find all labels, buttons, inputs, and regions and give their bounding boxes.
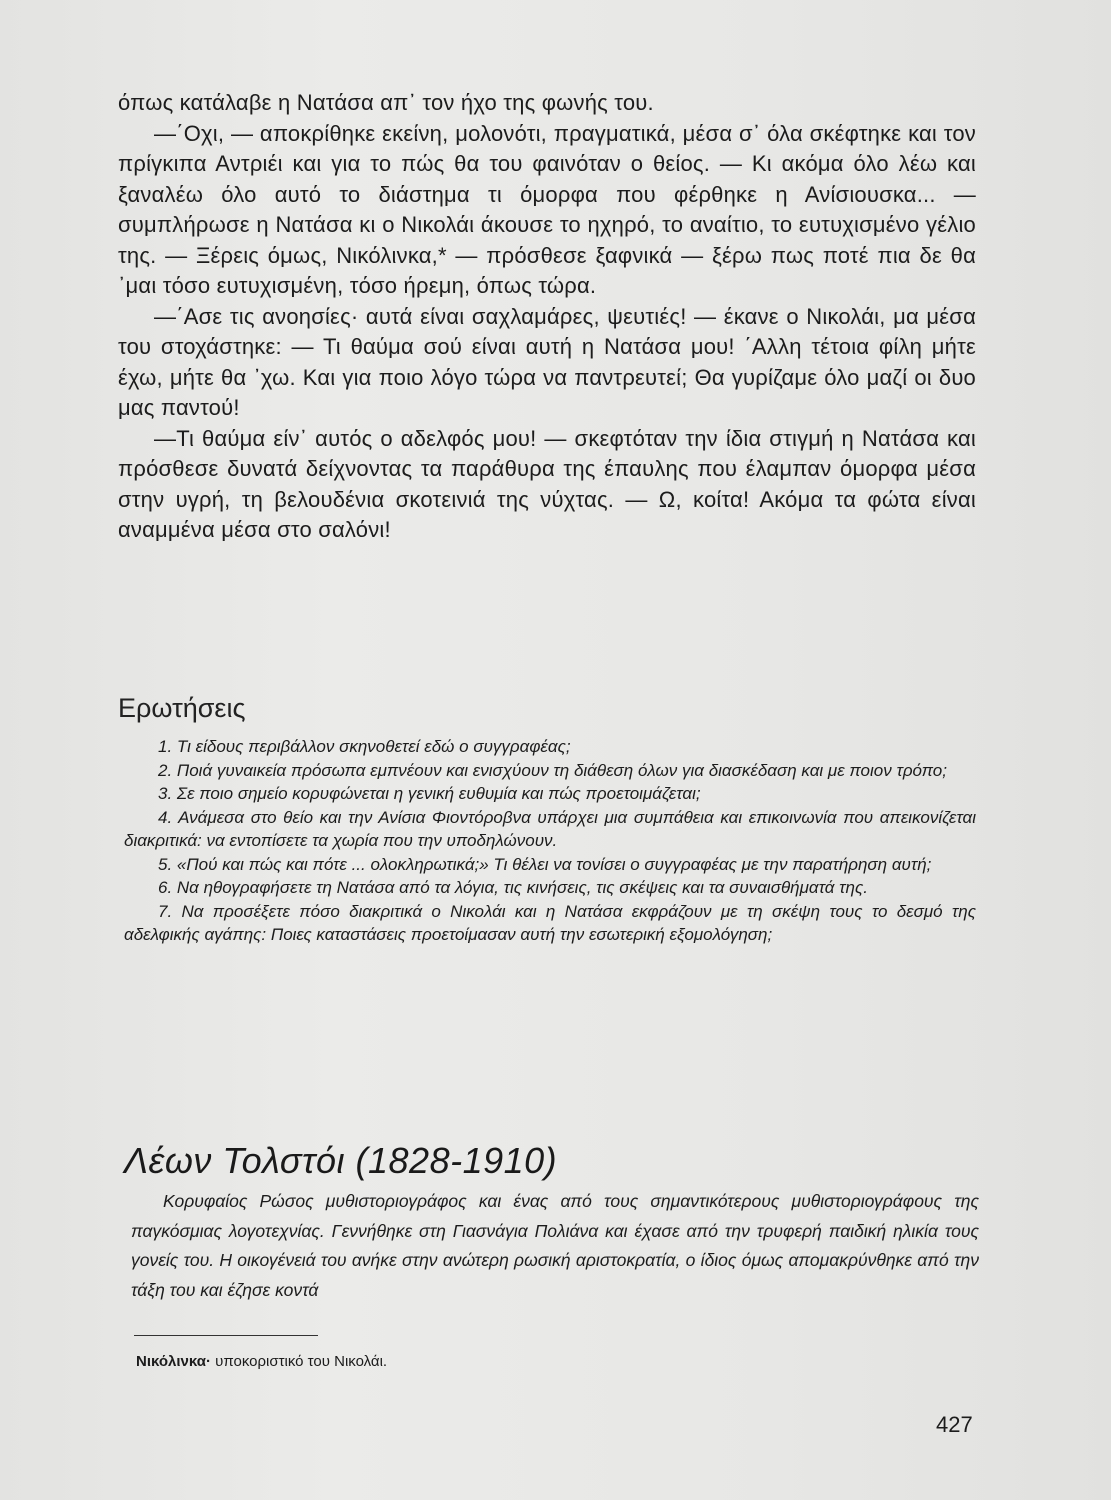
footnote-definition: υποκοριστικό του Νικολάι. — [210, 1353, 388, 1370]
question-item: 1. Τι είδους περιβάλλον σκηνοθετεί εδώ ο συγγραφέας; — [158, 737, 571, 756]
page-number: 427 — [936, 1412, 973, 1437]
footnote-divider — [134, 1335, 318, 1336]
footnote-term: Νικόλινκα· — [136, 1353, 211, 1370]
questions-heading: Ερωτήσεις — [118, 693, 246, 723]
question-item: 5. «Πού και πώς και πότε ... ολοκληρωτικά;» Τι θέλει να τονίσει ο συγγραφέας με την παρατήρηση αυτή; — [158, 854, 932, 874]
question-item: 2. Ποιά γυναικεία πρόσωπα εμπνέουν και ενισχύουν τη διάθεση όλων για διασκέδαση και με ποιον τρόπο; — [158, 760, 947, 780]
paragraph: —΄Οχι, — αποκρίθηκε εκείνη, μολονότι, πραγματικά, μέσα σ᾽ όλα σκέφτηκε και τον πρίγκιπα Αντριέι και για το πώς θα του φαινόταν ο θείος. — Κι ακόμα όλο λέω και ξαναλέω όλο αυτό το διάστημα τι όμορφα που φέρθηκε η Ανίσιουσκα... — συμπλήρωσε η Νατάσα κι ο Νικολάι άκουσε το ηχηρό, το αναίτιο, το ευτυχισμένο γέλιο της. — Ξέρεις όμως, Νικόλινκα,* — πρόσθεσε ξαφνικά — ξέρω πως ποτέ πια δε θα ᾽μαι τόσο ευτυχισμένη, τόσο ήρεμη, όπως τώρα. — [118, 120, 976, 298]
question-item: 7. Να προσέξετε πόσο διακριτικά ο Νικολάι και η Νατάσα εκφράζουν με τη σκέψη τους το δεσμό της αδελφικής αγάπης: Ποιες καταστάσεις προετοίμασαν αυτή την εσωτερική εξομολόγηση; — [124, 901, 976, 944]
author-title: Λέων Τολστόι (1828-1910) — [124, 1140, 558, 1181]
narrative-text — [118, 88, 976, 546]
question-item: 6. Να ηθογραφήσετε τη Νατάσα από τα λόγια, τις κινήσεις, τις σκέψεις και τα συναισθήματά της. — [158, 878, 868, 897]
paragraph: —΄Ασε τις ανοησίες· αυτά είναι σαχλαμάρες, ψευτιές! — έκανε ο Νικολάι, μα μέσα του στοχάστηκε: — Τι θαύμα σού είναι αυτή η Νατάσα μου! ΄Αλλη τέτοια φίλη μήτε έχω, μήτε θα ᾽χω. Και για ποιο λόγο τώρα να παντρευτεί; Θα γυρίζαμε όλο μαζί οι δυο μας παντού! — [118, 303, 976, 420]
footnote — [136, 1353, 387, 1370]
paragraph: όπως κατάλαβε η Νατάσα απ᾽ τον ήχο της φωνής του. — [118, 90, 654, 115]
paragraph: —Τι θαύμα είν᾽ αυτός ο αδελφός μου! — σκεφτόταν την ίδια στιγμή η Νατάσα και πρόσθεσε δυνατά δείχνοντας τα παράθυρα της έπαυλης που έλαμπαν όμορφα μέσα στην υγρή, τη βελουδένια σκοτεινιά της νύχτας. — Ω, κοίτα! Ακόμα τα φώτα είναι αναμμένα μέσα στο σαλόνι! — [118, 425, 976, 542]
author-bio: Κορυφαίος Ρώσος μυθιστοριογράφος και ένας από τους σημαντικότερους μυθιστοριογράφους της παγκόσμιας λογοτεχνίας. Γεννήθηκε στη Γιασνάγια Πολιάνα και έχασε από την τρυφερή παιδική ηλικία τους γονείς του. Η οικογένειά του ανήκε στην ανώτερη ρωσική αριστοκρατία, ο ίδιος όμως απομακρύνθηκε από την τάξη του και έζησε κοντά — [131, 1191, 979, 1300]
questions-list — [124, 735, 976, 947]
question-item: 3. Σε ποιο σημείο κορυφώνεται η γενική ευθυμία και πώς προετοιμάζεται; — [158, 784, 701, 803]
question-item: 4. Ανάμεσα στο θείο και την Ανίσια Φιοντόροβνα υπάρχει μια συμπάθεια και επικοινωνία που απεικονίζεται διακριτικά: να εντοπίσετε τα χωρία που την υποδηλώνουν. — [124, 807, 976, 850]
